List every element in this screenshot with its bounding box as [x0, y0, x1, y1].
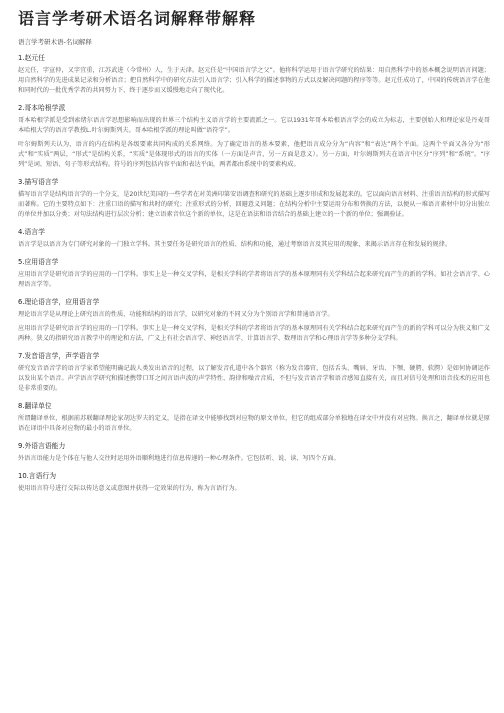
page-subtitle: 语言学考研术语-名词解释 [18, 38, 92, 46]
section-heading: 2.哥本哈根学派 [18, 104, 66, 112]
section-heading: 3.描写语言学 [18, 178, 59, 186]
section-paragraph: 使用语言符号进行交际以传达意义或意图并获得一定效果的行为，称为言语行为。 [18, 485, 241, 492]
section-paragraph: 应用语言学是研究语言学的应用的一门学科。事实上是一种交叉学科，是相关学科的学者将语言学的基本原理同有关学科结合起来研究而产生的新的学科可以分为狭义和广义两种。狭义的指研究语言教学中的理论和方法，广义上有社会语言学、神经语言学、计算语言学、数理语言学和心理语言学等多种分支学科。 [18, 325, 490, 342]
section-paragraph: 应用语言学是研究语言学的应用的一门学科。事实上是一种交叉学科，是相关学科的学者将语言学的基本原理同有关学科结合起来研究而产生的新的学科。如社会语言学、心理语言学等。 [18, 271, 490, 288]
section-heading: 7.发音语言学，声学语言学 [18, 352, 100, 360]
section-paragraph: 研究发音语音学的语言学家希望能明确记载人类发出语音的过程，以了解发音孔道中各个器官（称为发音器官，包括舌头、嘴唇、牙齿、下颚、硬腭、软腭）是如何协调运作以发出某个语音。声学语言学研究和描述携带口耳之间言语声波的声学特性、韵律和噪音音质，不但与发音语音学和语音感知直接有关，而且对信号处理和语音技术的应用也是非常重要的。 [18, 365, 490, 392]
section-paragraph: 外语言语能力是个体在与他人交往时运用外语顺利地进行信息传递的一种心理条件。它包括听、说、读、写四个方面。 [18, 455, 340, 462]
section-paragraph: 哥本哈根学派是受到索绪尔语言学思想影响而出现的世界三个结构主义语言学的主要流派之一。它以1931年哥本哈根语言学会的成立为标志，主要创始人和理论家是丹麦哥本哈根大学的语言学教授L.叶尔姆斯列夫。哥本哈根学派的理论叫做“语符学”。 [18, 117, 490, 134]
section-paragraph: 理论语言学是从理论上研究语言的性质、功能和结构的语言学，以研究对象的不同又分为个别语言学和普通语言学。 [18, 311, 334, 318]
section-paragraph: 语言学是以语言为专门研究对象的一门独立学科。其主要任务是研究语言的性质、结构和功能，通过考察语言及其应用的现象，来揭示语言存在和发展的规律。 [18, 241, 452, 248]
section-heading: 10.言语行为 [18, 472, 56, 480]
section-heading: 1.赵元任 [18, 54, 45, 62]
section [18, 440, 490, 464]
section-heading: 8.翻译单位 [18, 402, 52, 410]
section [18, 296, 490, 344]
section-paragraph: 赵元任，字宣仲，又字宜重，江苏武进（今常州）人，生于天津。赵元任是“中国语言学之父”。他将科学运用于语言学研究的结果：用自然科学中的基本概念说明语言问题；用自然科学的先进成果记录和分析语音；把自然科学中的研究方法引入语言学；引入科学的描述事物的方式以及解决问题的程序等等。赵元任成功了，中国的传统语言学在他和同时代的一批优秀学者的共同努力下，终于逐步而又缓慢地走向了现代化。 [18, 67, 490, 94]
section-paragraph: 描写语言学是结构语言学的一个分支，是20世纪美国的一些学者在对美洲印第安语调查和研究的基础上逐步形成和发展起来的。它以面向语言材料、注重语言结构的形式描写而著称。它的主要特点如下：注重口语的描写和共时的研究；注重形式的分析，回避意义问题；在结构分析中主要运用分布和替换的方法，以便从一堆语言素材中切分出独立的单位并加以分类；对句法结构进行层次分析；建立语素音位这个新的单位，这是在语法和语音结合的基础上建立的一个新的单位；强调验证。 [18, 191, 490, 218]
section-heading: 9.外语言语能力 [18, 442, 66, 450]
section-heading: 6.理论语言学，应用语言学 [18, 298, 100, 306]
page-title: 语言学考研术语名词解释带解释 [18, 9, 257, 28]
section [18, 350, 490, 394]
section [18, 102, 490, 170]
section [18, 176, 490, 220]
section [18, 52, 490, 96]
section-heading: 4.语言学 [18, 228, 45, 236]
section [18, 470, 490, 494]
section-paragraph: 叶尔姆斯列夫认为，语言的内在结构是各级要素共同构成的关系网络。为了确定语言的基本要素，他把语言成分分为“内容”和“表达”两个平面。这两个平面又各分为“形式”和“实质”两层，“形式”是结构关系，“实质”是体现形式的语言的实体（一方面是声音，另一方面是意义）。另一方面，叶尔姆斯列夫在语言中区分“序列”和“系统”。“序列”是词、短语、句子等形式结构。符号的序列包括内容平面和表达平面，两者都由系统中的要素构成。 [18, 141, 490, 168]
section [18, 226, 490, 250]
section-paragraph: 所谓翻译单位，根据前苏联翻译理论家胡达罗夫的定义，是指在译文中能够找到对应物的原文单位，但它的组成部分单独地在译文中并没有对应物。换言之，翻译单位就是原语在译语中具备对应物的最小的语言单位。 [18, 415, 490, 432]
section [18, 256, 490, 290]
section-heading: 5.应用语言学 [18, 258, 59, 266]
section [18, 400, 490, 434]
